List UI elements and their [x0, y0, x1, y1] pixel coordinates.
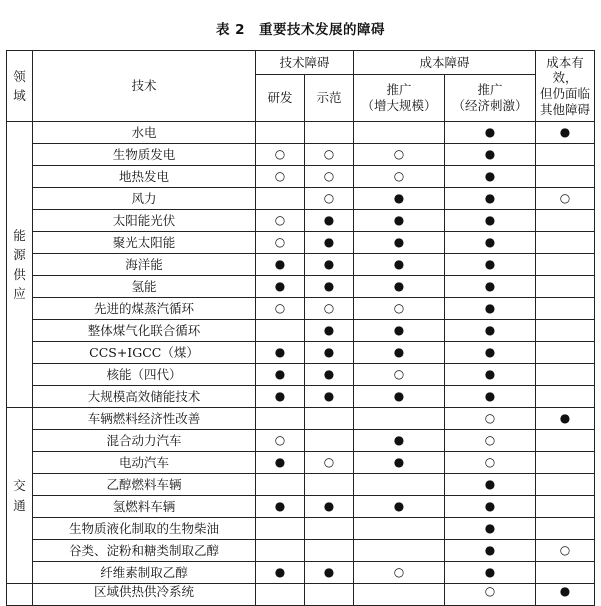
filled-dot-mark: ● [305, 276, 354, 298]
empty-cell [536, 364, 595, 386]
filled-dot-mark: ● [536, 584, 595, 606]
filled-dot-mark: ● [354, 386, 445, 408]
header-domain-text [7, 67, 32, 106]
technology-cell: 海洋能 [33, 254, 256, 276]
header-tech-barriers: 技术障碍 [256, 51, 354, 75]
empty-cell [354, 408, 445, 430]
table-row [7, 562, 595, 584]
table-row [7, 144, 595, 166]
header-promo-econ-label: 推广 [477, 82, 503, 98]
empty-cell [305, 122, 354, 144]
table-row [7, 540, 595, 562]
technology-cell: 先进的煤蒸汽循环 [33, 298, 256, 320]
header-promo-econ [445, 75, 536, 122]
empty-cell [354, 122, 445, 144]
filled-dot-mark: ● [445, 518, 536, 540]
hollow-circle-mark: ○ [354, 298, 445, 320]
empty-cell [536, 386, 595, 408]
table-row [7, 474, 595, 496]
filled-dot-mark: ● [445, 562, 536, 584]
technology-cell: 区域供热供冷系统 [33, 584, 256, 606]
empty-cell [536, 430, 595, 452]
hollow-circle-mark: ○ [256, 166, 305, 188]
empty-cell [305, 430, 354, 452]
empty-cell [354, 540, 445, 562]
filled-dot-mark: ● [305, 232, 354, 254]
hollow-circle-mark: ○ [305, 298, 354, 320]
filled-dot-mark: ● [256, 254, 305, 276]
filled-dot-mark: ● [354, 276, 445, 298]
empty-cell [536, 144, 595, 166]
table-row [7, 188, 595, 210]
filled-dot-mark: ● [445, 210, 536, 232]
filled-dot-mark: ● [354, 254, 445, 276]
table-row [7, 232, 595, 254]
vertical-char: 交 [13, 478, 26, 494]
filled-dot-mark: ● [354, 452, 445, 474]
empty-cell [536, 210, 595, 232]
table-row [7, 122, 595, 144]
filled-dot-mark: ● [305, 254, 354, 276]
filled-dot-mark: ● [256, 452, 305, 474]
filled-dot-mark: ● [445, 298, 536, 320]
hollow-circle-mark: ○ [256, 144, 305, 166]
hollow-circle-mark: ○ [354, 562, 445, 584]
filled-dot-mark: ● [445, 364, 536, 386]
header-promo-econ-sub: （经济刺激） [452, 98, 528, 113]
empty-cell [536, 452, 595, 474]
header-domain [7, 51, 33, 122]
technology-cell: 生物质发电 [33, 144, 256, 166]
technology-cell: 纤维素制取乙醇 [33, 562, 256, 584]
domain-cell [7, 122, 33, 408]
table-row [7, 452, 595, 474]
filled-dot-mark: ● [354, 320, 445, 342]
technology-cell: 大规模高效储能技术 [33, 386, 256, 408]
technology-cell: 车辆燃料经济性改善 [33, 408, 256, 430]
table-row [7, 386, 595, 408]
technology-cell: 混合动力汽车 [33, 430, 256, 452]
hollow-circle-mark: ○ [305, 452, 354, 474]
table-row [7, 166, 595, 188]
filled-dot-mark: ● [445, 320, 536, 342]
empty-cell [256, 122, 305, 144]
filled-dot-mark: ● [445, 166, 536, 188]
empty-cell [536, 518, 595, 540]
filled-dot-mark: ● [256, 276, 305, 298]
technology-cell: 核能（四代） [33, 364, 256, 386]
filled-dot-mark: ● [445, 386, 536, 408]
table-row [7, 408, 595, 430]
empty-cell [256, 408, 305, 430]
vertical-char: 域 [13, 88, 26, 103]
table-row [7, 430, 595, 452]
header-promo-scale-sub: （增大规模） [361, 98, 437, 113]
technology-cell: 太阳能光伏 [33, 210, 256, 232]
empty-cell [536, 320, 595, 342]
filled-dot-mark: ● [445, 474, 536, 496]
hollow-circle-mark: ○ [256, 430, 305, 452]
technology-cell: 氢燃料车辆 [33, 496, 256, 518]
empty-cell [354, 518, 445, 540]
filled-dot-mark: ● [256, 342, 305, 364]
filled-dot-mark: ● [445, 232, 536, 254]
header-demo: 示范 [305, 75, 354, 122]
filled-dot-mark: ● [536, 408, 595, 430]
table-row [7, 320, 595, 342]
technology-cell: 水电 [33, 122, 256, 144]
empty-cell [536, 562, 595, 584]
vertical-char: 能 [13, 227, 26, 243]
technology-cell: 乙醇燃料车辆 [33, 474, 256, 496]
header-promo-scale [354, 75, 445, 122]
filled-dot-mark: ● [354, 496, 445, 518]
technology-cell: 电动汽车 [33, 452, 256, 474]
hollow-circle-mark: ○ [256, 210, 305, 232]
technology-cell: 氢能 [33, 276, 256, 298]
technology-cell: 地热发电 [33, 166, 256, 188]
filled-dot-mark: ● [256, 364, 305, 386]
hollow-circle-mark: ○ [536, 540, 595, 562]
empty-cell [354, 584, 445, 606]
filled-dot-mark: ● [445, 122, 536, 144]
filled-dot-mark: ● [445, 144, 536, 166]
filled-dot-mark: ● [354, 188, 445, 210]
table-body [7, 122, 595, 606]
technology-cell: 风力 [33, 188, 256, 210]
vertical-char: 应 [13, 285, 26, 301]
table-row [7, 276, 595, 298]
hollow-circle-mark: ○ [305, 166, 354, 188]
vertical-char: 领 [13, 68, 26, 84]
header-promo-scale-label: 推广 [386, 82, 412, 98]
filled-dot-mark: ● [256, 386, 305, 408]
domain-cell [7, 584, 33, 606]
table-row [7, 496, 595, 518]
hollow-circle-mark: ○ [445, 584, 536, 606]
empty-cell [536, 342, 595, 364]
table-row [7, 254, 595, 276]
empty-cell [305, 540, 354, 562]
empty-cell [536, 298, 595, 320]
empty-cell [354, 474, 445, 496]
header-rd: 研发 [256, 75, 305, 122]
empty-cell [536, 496, 595, 518]
hollow-circle-mark: ○ [256, 298, 305, 320]
header-other-line2: 但仍面临 [540, 86, 591, 101]
filled-dot-mark: ● [445, 496, 536, 518]
header-other-barriers [536, 51, 595, 122]
filled-dot-mark: ● [305, 320, 354, 342]
filled-dot-mark: ● [256, 562, 305, 584]
empty-cell [256, 518, 305, 540]
filled-dot-mark: ● [305, 496, 354, 518]
filled-dot-mark: ● [445, 540, 536, 562]
table-row [7, 298, 595, 320]
empty-cell [256, 540, 305, 562]
empty-cell [256, 320, 305, 342]
filled-dot-mark: ● [445, 276, 536, 298]
header-other-line3: 其他障碍 [540, 101, 591, 117]
filled-dot-mark: ● [354, 210, 445, 232]
hollow-circle-mark: ○ [256, 232, 305, 254]
filled-dot-mark: ● [445, 342, 536, 364]
header-technology: 技术 [33, 51, 256, 122]
technology-cell: 整体煤气化联合循环 [33, 320, 256, 342]
filled-dot-mark: ● [354, 232, 445, 254]
table-row [7, 584, 595, 606]
empty-cell [536, 474, 595, 496]
empty-cell [536, 166, 595, 188]
technology-cell: CCS+IGCC（煤） [33, 342, 256, 364]
hollow-circle-mark: ○ [445, 452, 536, 474]
filled-dot-mark: ● [536, 122, 595, 144]
filled-dot-mark: ● [305, 562, 354, 584]
filled-dot-mark: ● [305, 342, 354, 364]
empty-cell [305, 518, 354, 540]
hollow-circle-mark: ○ [445, 430, 536, 452]
hollow-circle-mark: ○ [305, 144, 354, 166]
domain-cell [7, 408, 33, 584]
empty-cell [536, 232, 595, 254]
table-title: 表 2 重要技术发展的障碍 [215, 22, 386, 38]
empty-cell [256, 188, 305, 210]
technology-cell: 生物质液化制取的生物柴油 [33, 518, 256, 540]
empty-cell [256, 474, 305, 496]
technology-cell: 谷类、淀粉和糖类制取乙醇 [33, 540, 256, 562]
technology-cell: 聚光太阳能 [33, 232, 256, 254]
filled-dot-mark: ● [305, 210, 354, 232]
empty-cell [536, 254, 595, 276]
filled-dot-mark: ● [445, 188, 536, 210]
table-row [7, 518, 595, 540]
table-row [7, 342, 595, 364]
empty-cell [536, 276, 595, 298]
filled-dot-mark: ● [445, 254, 536, 276]
filled-dot-mark: ● [305, 386, 354, 408]
empty-cell [305, 584, 354, 606]
empty-cell [256, 584, 305, 606]
vertical-char: 源 [13, 247, 26, 263]
filled-dot-mark: ● [354, 430, 445, 452]
table-row [7, 210, 595, 232]
barriers-table [6, 50, 595, 606]
hollow-circle-mark: ○ [354, 364, 445, 386]
empty-cell [305, 408, 354, 430]
hollow-circle-mark: ○ [445, 408, 536, 430]
hollow-circle-mark: ○ [354, 166, 445, 188]
vertical-char: 供 [13, 266, 26, 282]
hollow-circle-mark: ○ [536, 188, 595, 210]
filled-dot-mark: ● [354, 342, 445, 364]
header-cost-barriers: 成本障碍 [354, 51, 536, 75]
hollow-circle-mark: ○ [305, 188, 354, 210]
filled-dot-mark: ● [305, 364, 354, 386]
vertical-char: 通 [13, 497, 26, 513]
hollow-circle-mark: ○ [354, 144, 445, 166]
header-other-line1: 成本有效， [546, 54, 584, 86]
filled-dot-mark: ● [256, 496, 305, 518]
empty-cell [305, 474, 354, 496]
table-row [7, 364, 595, 386]
